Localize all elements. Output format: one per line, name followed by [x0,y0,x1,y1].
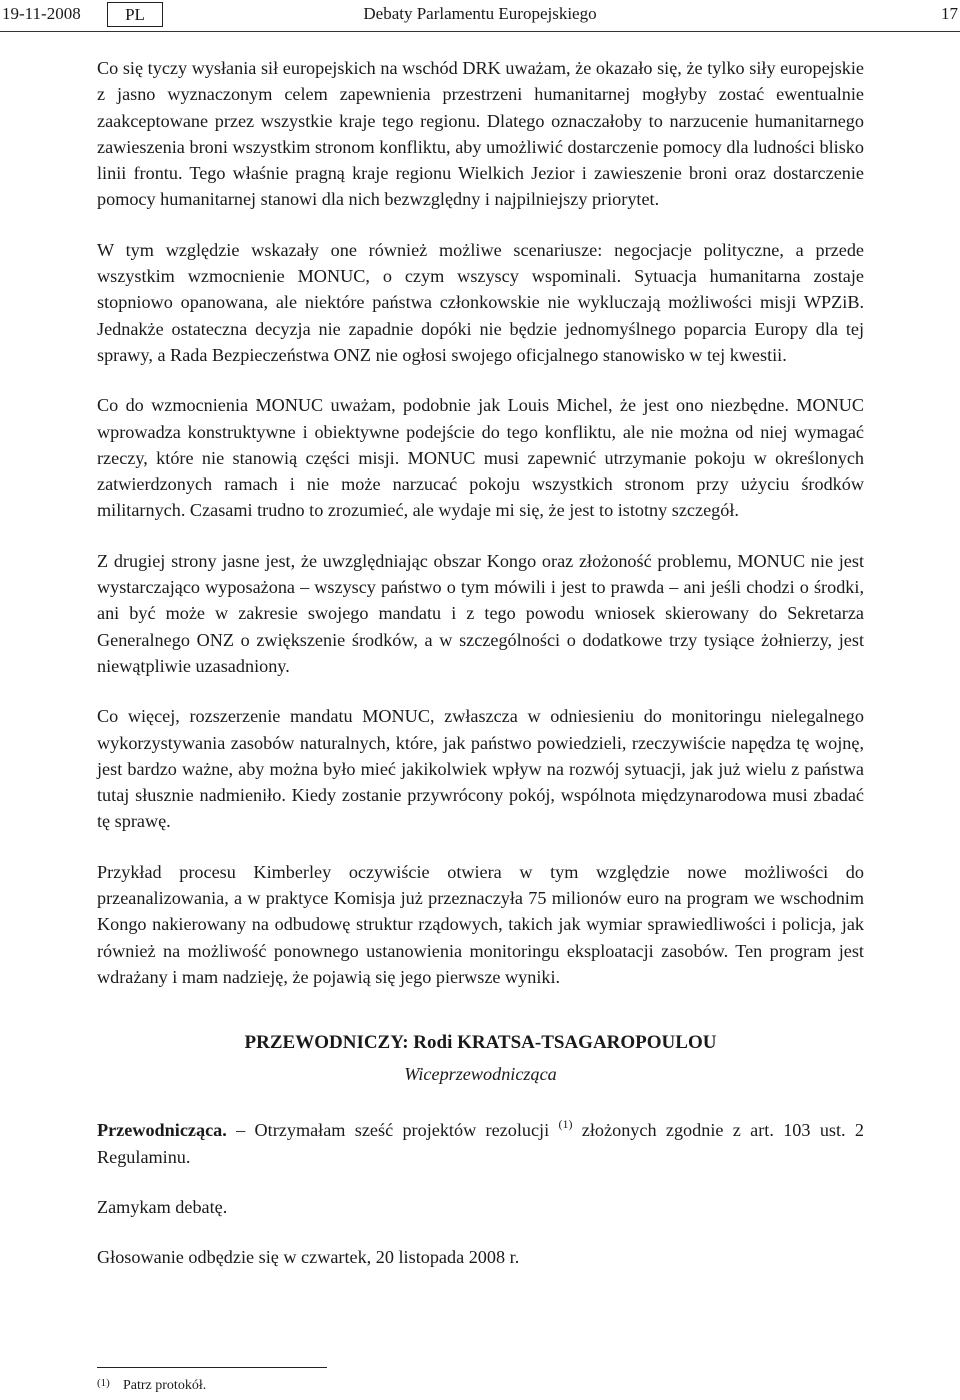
statement-text: – Otrzymałam sześć projektów rezolucji [226,1120,559,1141]
paragraph: Co się tyczy wysłania sił europejskich na wschód DRK uważam, że okazało się, że tylko siły europejskie z jasno wyznaczonym celem zapewnienia przestrzeni humanitarnej mogłyby zostać ewentualnie zaakceptowane przez wszystkie kraje tego regionu. Dlatego oznaczałoby to narzucenie humanitarnego zawieszenia broni wszystkim stronom konfliktu, aby umożliwić dostarczenie pomocy dla ludności blisko linii frontu. Tego właśnie pragną kraje regionu Wielkich Jezior i zawieszenie broni oraz dostarczenie pomocy humanitarnej stanowi dla nich bezwzględny i najpilniejszy priorytet. [97,58,864,210]
footnote-reference[interactable]: (1) [558,1117,573,1132]
statement-text-continued: złożonych zgodnie z art. 103 ust. 2 Regulaminu. [97,1120,865,1167]
paragraph: W tym względzie wskazały one również możliwe scenariusze: negocjacje polityczne, a przede wszystkim wzmocnienie MONUC, o czym wszyscy wspominali. Sytuacja humanitarna zostaje stopniowo opanowana, ale niektóre państwa członkowskie nie wykluczają możliwości misji WPZiB. Jednakże ostateczna decyzja nie zapadnie dopóki nie będzie jednomyślnego poparcia Europy dla tej sprawy, a Rada Bezpieczeństwa ONZ nie ogłosi swojego oficjalnego stanowisko w tej kwestii. [97,239,864,365]
page-header [0,0,960,31]
vote-info-text: Głosowanie odbędzie się w czwartek, 20 listopada 2008 r. [97,1247,520,1268]
document-body [97,55,864,1294]
chair-name: PRZEWODNICZY: Rodi KRATSA-TSAGAROPOULOU [244,1032,717,1054]
page-number: 17 [941,4,958,23]
paragraph: Co więcej, rozszerzenie mandatu MONUC, zwłaszcza w odniesieniu do monitoringu nielegalnego wykorzystywania zasobów naturalnych, które, jak państwo powiedzieli, rzeczywiście napędza tę wojnę, jest bardzo ważne, aby można było mieć jakikolwiek wpływ na rozwój sytuacji, jak już wielu z państwa tutaj słusznie nadmieniło. Kiedy zostanie przywrócony pokój, wspólnota międzynarodowa musi zbadać tę sprawę. [97,706,864,832]
chair-heading [97,1030,864,1087]
header-date: 19-11-2008 [2,4,81,23]
close-debate-text: Zamykam debatę. [97,1196,228,1217]
language-box: PL [107,2,163,27]
footnote-text: Patrz protokół. [123,1378,207,1393]
paragraph: Z drugiej strony jasne jest, że uwzględniając obszar Kongo oraz złożoność problemu, MONUC nie jest wystarczająco wyposażona – wszyscy państwo o tym mówili i jest to prawda – ani jeśli chodzi o środki, ani być może w zakresie swojego mandatu i z tego powodu wniosek skierowany do Sekretarza Generalnego ONZ o zwiększenie środków, a w szczególności o dodatkowe trzy tysiące żołnierzy, jest niewątpliwie uzasadniony. [97,550,864,676]
paragraph: Przykład procesu Kimberley oczywiście otwiera w tym względzie nowe możliwości do przeanalizowania, a w praktyce Komisja już przeznaczyła 75 milionów euro na program we wschodnim Kongo nakierowany na odbudowę struktur rządowych, takich jak wymiar sprawiedliwości i policja, jak również na możliwość ponownego ustanowienia monitoringu eksploatacji zasobów. Ten program jest wdrażany i mam nadzieję, że pojawią się jego pierwsze wyniki. [97,861,864,987]
speaker-label: Przewodnicząca. [97,1120,227,1141]
footnote [97,1377,206,1394]
paragraph: Co do wzmocnienia MONUC uważam, podobnie jak Louis Michel, że jest ono niezbędne. MONUC wprowadza konstruktywne i obiektywne podejście do tego konfliktu, ale nie można od niej wymagać rzeczy, które nie stanowią części misji. MONUC musi zapewnić utrzymanie pokoju w określonych zatwierdzonych ramach i nie może narzucać pokoju wszystkich stronom przy użyciu środków militarnych. Czasami trudno to zrozumieć, ale wydaje mi się, że jest to istotny szczegół. [97,395,864,521]
footnote-rule [97,1367,327,1368]
header-title: Debaty Parlamentu Europejskiego [363,4,597,23]
closing-statement [97,1117,864,1170]
chair-role: Wiceprzewodnicząca [404,1064,557,1085]
header-rule [0,31,960,32]
footnote-mark: (1) [97,1377,110,1389]
